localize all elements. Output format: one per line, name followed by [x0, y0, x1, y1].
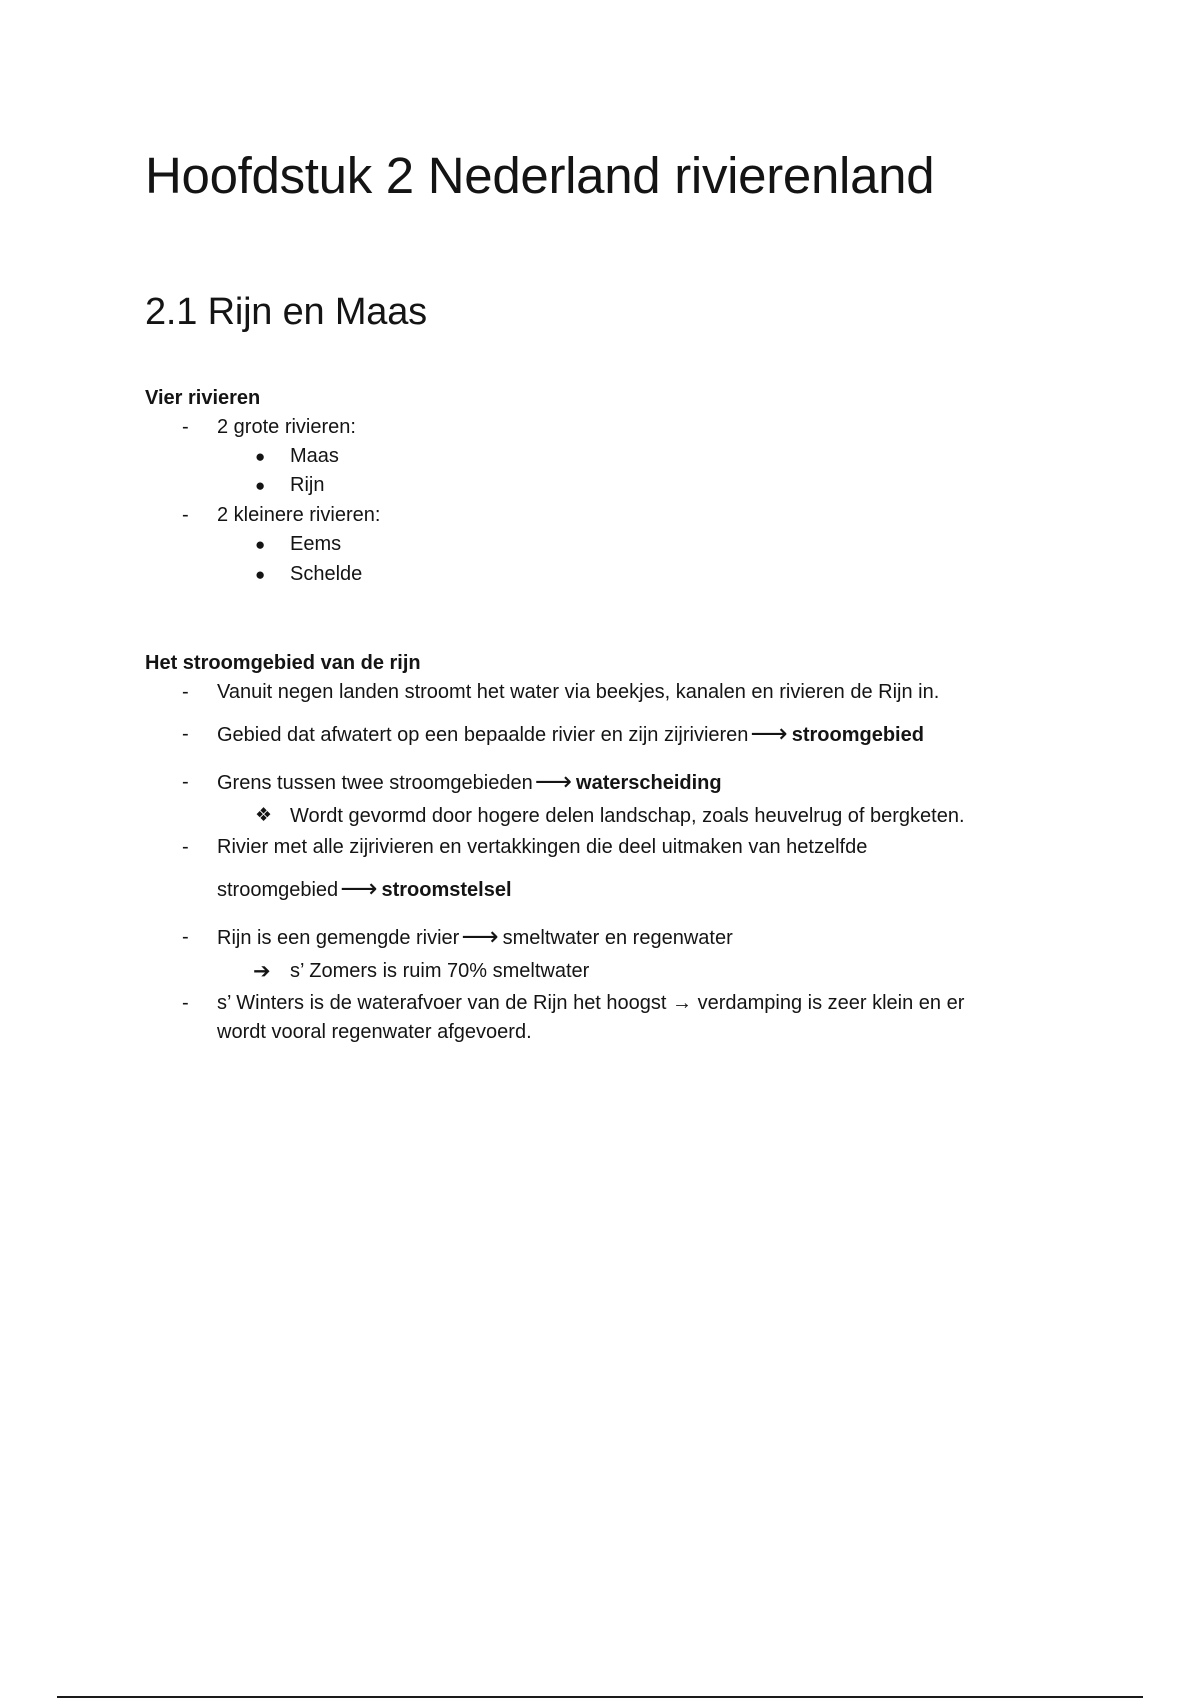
definition-text: Grens tussen twee stroomgebieden [217, 772, 533, 794]
dash-marker: - [182, 723, 189, 745]
item-waterscheiding-definition [217, 766, 722, 796]
definition-text: Rijn is een gemengde rivier [217, 927, 460, 949]
dash-marker: - [182, 771, 189, 793]
page-title: Hoofdstuk 2 Nederland rivierenland [145, 147, 935, 204]
bullet-marker: ● [255, 476, 266, 495]
dash-marker: - [182, 836, 189, 858]
item-stroomstelsel-line2 [217, 873, 512, 903]
definition-result: smeltwater en regenwater [502, 927, 733, 949]
heading-vier-rivieren: Vier rivieren [145, 387, 261, 409]
definition-text: stroomgebied [217, 879, 339, 901]
arrow-bullet-icon: ➔ [253, 960, 271, 983]
list-item-grote-rivieren: 2 grote rivieren: [217, 416, 356, 438]
item-winters-line1: s’ Winters is de waterafvoer van de Rijn het hoogst → verdamping is zeer klein en er [217, 992, 965, 1014]
long-arrow-icon: ⟶ [340, 873, 378, 903]
dash-marker: - [182, 681, 189, 703]
heading-stroomgebied: Het stroomgebied van de rijn [145, 652, 421, 674]
sub-item-waterscheiding: Wordt gevormd door hogere delen landschap, zoals heuvelrug of bergketen. [290, 805, 965, 827]
item-gemengde-rivier [217, 921, 733, 951]
list-item-maas: Maas [290, 445, 339, 467]
item-stroomgebied-definition [217, 718, 924, 748]
long-arrow-icon: ⟶ [750, 718, 788, 748]
sub-item-zomers: s’ Zomers is ruim 70% smeltwater [290, 960, 590, 982]
term-waterscheiding: waterscheiding [576, 772, 722, 794]
list-item-rijn: Rijn [290, 474, 325, 496]
term-stroomgebied: stroomgebied [791, 724, 924, 746]
bullet-marker: ● [255, 565, 266, 584]
list-item-kleinere-rivieren: 2 kleinere rivieren: [217, 504, 381, 526]
dash-marker: - [182, 416, 189, 438]
definition-text: Gebied dat afwatert op een bepaalde rivier en zijn zijrivieren [217, 724, 749, 746]
item-stroomstelsel-line1: Rivier met alle zijrivieren en vertakkingen die deel uitmaken van hetzelfde [217, 836, 868, 858]
item-negen-landen: Vanuit negen landen stroomt het water via beekjes, kanalen en rivieren de Rijn in. [217, 681, 940, 703]
long-arrow-icon: ⟶ [534, 766, 573, 796]
section-title: 2.1 Rijn en Maas [145, 291, 427, 333]
bottom-divider [57, 1696, 1143, 1698]
bullet-marker: ● [255, 447, 266, 466]
dash-marker: - [182, 992, 189, 1014]
list-item-schelde: Schelde [290, 563, 363, 585]
item-winters-line2: wordt vooral regenwater afgevoerd. [217, 1021, 532, 1043]
diamond-bullet-icon: ❖ [255, 805, 273, 826]
term-stroomstelsel: stroomstelsel [381, 879, 512, 901]
dash-marker: - [182, 926, 189, 948]
list-item-eems: Eems [290, 533, 342, 555]
long-arrow-icon: ⟶ [461, 921, 499, 951]
dash-marker: - [182, 504, 189, 526]
bullet-marker: ● [255, 535, 266, 554]
